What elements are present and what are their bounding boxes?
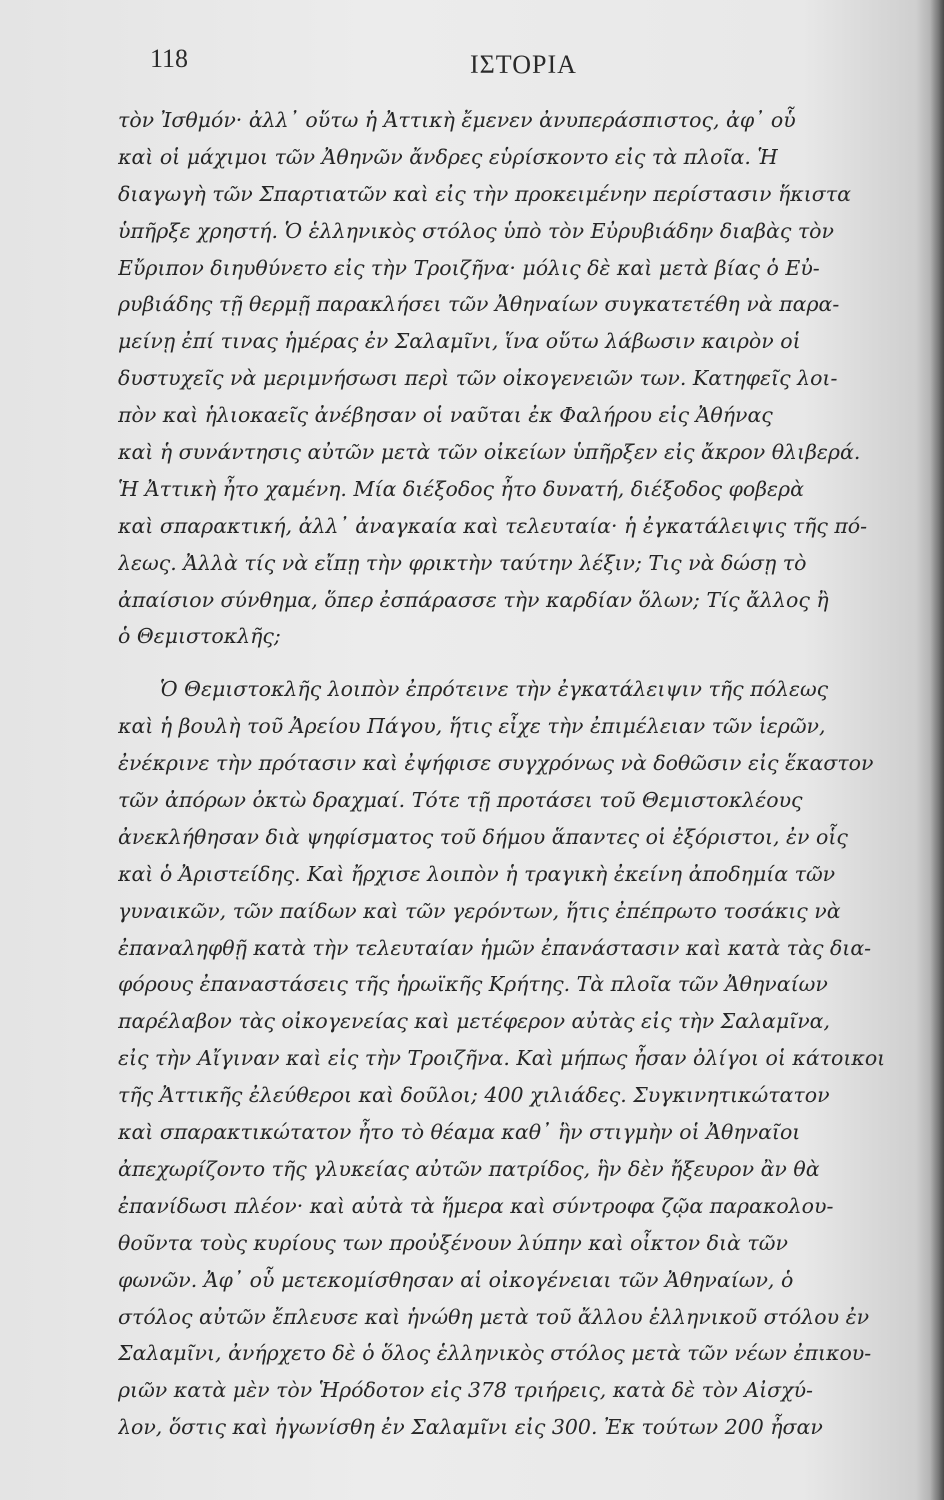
text-line: ἐνέκρινε τὴν πρότασιν καὶ ἐψήφισε συγχρόνως νὰ δοθῶσιν εἰς ἕκαστον xyxy=(118,751,874,776)
text-line: διαγωγὴ τῶν Σπαρτιατῶν καὶ εἰς τὴν προκειμένην περίστασιν ἥκιστα xyxy=(118,181,851,206)
text-line: στόλος αὐτῶν ἔπλευσε καὶ ἡνώθη μετὰ τοῦ ἄλλου ἑλληνικοῦ στόλου ἐν xyxy=(118,1304,870,1329)
text-line: ἐπαναληφθῇ κατὰ τὴν τελευταίαν ἡμῶν ἐπανάστασιν καὶ κατὰ τὰς δια- xyxy=(118,935,872,960)
body-text xyxy=(118,102,910,1446)
text-line: φωνῶν. Ἀφ᾽ οὗ μετεκομίσθησαν αἱ οἰκογένειαι τῶν Ἀθηναίων, ὁ xyxy=(118,1267,794,1292)
text-line: ὁ Θεμιστοκλῆς; xyxy=(118,624,281,649)
text-line: Ἡ Ἀττικὴ ἦτο χαμένη. Μία διέξοδος ἦτο δυνατή, διέξοδος φοβερὰ xyxy=(118,476,804,501)
text-line: ἀπεχωρίζοντο τῆς γλυκείας αὐτῶν πατρίδος, ἣν δὲν ἤξευρον ἂν θὰ xyxy=(118,1156,820,1181)
text-line: τῆς Ἀττικῆς ἐλεύθεροι καὶ δοῦλοι; 400 χιλιάδες. Συγκινητικώτατον xyxy=(118,1083,830,1108)
text-line: ἀνεκλήθησαν διὰ ψηφίσματος τοῦ δήμου ἅπαντες οἱ ἐξόριστοι, ἐν οἷς xyxy=(118,824,848,849)
paragraph-gap xyxy=(118,655,910,671)
text-line: καὶ ὁ Ἀριστείδης. Καὶ ἤρχισε λοιπὸν ἡ τραγικὴ ἐκείνη ἀποδημία τῶν xyxy=(118,861,836,886)
text-line: καὶ οἱ μάχιμοι τῶν Ἀθηνῶν ἄνδρες εὑρίσκοντο εἰς τὰ πλοῖα. Ἡ xyxy=(118,144,778,169)
text-line: ἀπαίσιον σύνθημα, ὅπερ ἐσπάρασσε τὴν καρδίαν ὅλων; Τίς ἄλλος ἢ xyxy=(118,587,829,612)
text-line: μείνῃ ἐπί τινας ἡμέρας ἐν Σαλαμῖνι, ἵνα οὕτω λάβωσιν καιρὸν οἱ xyxy=(118,329,801,354)
text-line: Ὁ Θεμιστοκλῆς λοιπὸν ἐπρότεινε τὴν ἐγκατάλειψιν τῆς πόλεως xyxy=(160,677,829,702)
text-line: ρυβιάδης τῇ θερμῇ παρακλήσει τῶν Ἀθηναίων συγκατετέθη νὰ παρα- xyxy=(118,292,840,317)
text-line: λεως. Ἀλλὰ τίς νὰ εἴπῃ τὴν φρικτὴν ταύτην λέξιν; Τις νὰ δώσῃ τὸ xyxy=(118,550,807,575)
text-line: δυστυχεῖς νὰ μεριμνήσωσι περὶ τῶν οἰκογενειῶν των. Κατηφεῖς λοι- xyxy=(118,366,838,391)
text-line: πὸν καὶ ἡλιοκαεῖς ἀνέβησαν οἱ ναῦται ἐκ Φαλήρου εἰς Ἀθήνας xyxy=(118,403,773,428)
text-line: καὶ σπαρακτικώτατον ἦτο τὸ θέαμα καθ᾽ ἣν στιγμὴν οἱ Ἀθηναῖοι xyxy=(118,1120,801,1145)
running-head-title: ΙΣΤΟΡΙΑ xyxy=(470,50,577,79)
page-number: 118 xyxy=(150,44,189,73)
text-line: καὶ ἡ βουλὴ τοῦ Ἀρείου Πάγου, ἥτις εἶχε τὴν ἐπιμέλειαν τῶν ἱερῶν, xyxy=(118,714,826,739)
page-gutter-shadow xyxy=(930,0,944,1500)
text-line: Σαλαμῖνι, ἀνήρχετο δὲ ὁ ὅλος ἑλληνικὸς στόλος μετὰ τῶν νέων ἐπικου- xyxy=(118,1341,872,1366)
text-line: καὶ ἡ συνάντησις αὐτῶν μετὰ τῶν οἰκείων ὑπῆρξεν εἰς ἄκρον θλιβερά. xyxy=(118,440,861,465)
text-line: γυναικῶν, τῶν παίδων καὶ τῶν γερόντων, ἥτις ἐπέπρωτο τοσάκις νὰ xyxy=(118,898,841,923)
text-line: λον, ὅστις καὶ ἠγωνίσθη ἐν Σαλαμῖνι εἰς 300. Ἐκ τούτων 200 ἦσαν xyxy=(118,1415,823,1440)
text-line: θοῦντα τοὺς κυρίους των προὐξένουν λύπην καὶ οἶκτον διὰ τῶν xyxy=(118,1230,788,1255)
text-line: Εὔριπον διηυθύνετο εἰς τὴν Τροιζῆνα· μόλις δὲ καὶ μετὰ βίας ὁ Εὐ- xyxy=(118,255,820,280)
text-line: ριῶν κατὰ μὲν τὸν Ἡρόδοτον εἰς 378 τριήρεις, κατὰ δὲ τὸν Αἰσχύ- xyxy=(118,1378,813,1403)
text-line: τῶν ἀπόρων ὀκτὼ δραχμαί. Τότε τῇ προτάσει τοῦ Θεμιστοκλέους xyxy=(118,788,803,813)
text-line: εἰς τὴν Αἴγιναν καὶ εἰς τὴν Τροιζῆνα. Καὶ μήπως ἦσαν ὀλίγοι οἱ κάτοικοι xyxy=(118,1046,886,1071)
text-line: ὑπῆρξε χρηστή. Ὁ ἑλληνικὸς στόλος ὑπὸ τὸν Εὐρυβιάδην διαβὰς τὸν xyxy=(118,218,834,243)
text-line: καὶ σπαρακτική, ἀλλ᾽ ἀναγκαία καὶ τελευταία· ἡ ἐγκατάλειψις τῆς πό- xyxy=(118,513,868,538)
text-line: ἐπανίδωσι πλέον· καὶ αὐτὰ τὰ ἥμερα καὶ σύντροφα ζῷα παρακολου- xyxy=(118,1193,834,1218)
paragraph-1 xyxy=(118,102,910,655)
text-line: παρέλαβον τὰς οἰκογενείας καὶ μετέφερον αὐτὰς εἰς τὴν Σαλαμῖνα, xyxy=(118,1009,831,1034)
paragraph-2 xyxy=(118,671,910,1446)
page-header xyxy=(0,44,944,92)
text-line: τὸν Ἰσθμόν· ἀλλ᾽ οὕτω ἡ Ἀττικὴ ἔμενεν ἀνυπεράσπιστος, ἀφ᾽ οὗ xyxy=(118,108,796,132)
text-line: φόρους ἐπαναστάσεις τῆς ἡρωϊκῆς Κρήτης. Τὰ πλοῖα τῶν Ἀθηναίων xyxy=(118,972,828,997)
